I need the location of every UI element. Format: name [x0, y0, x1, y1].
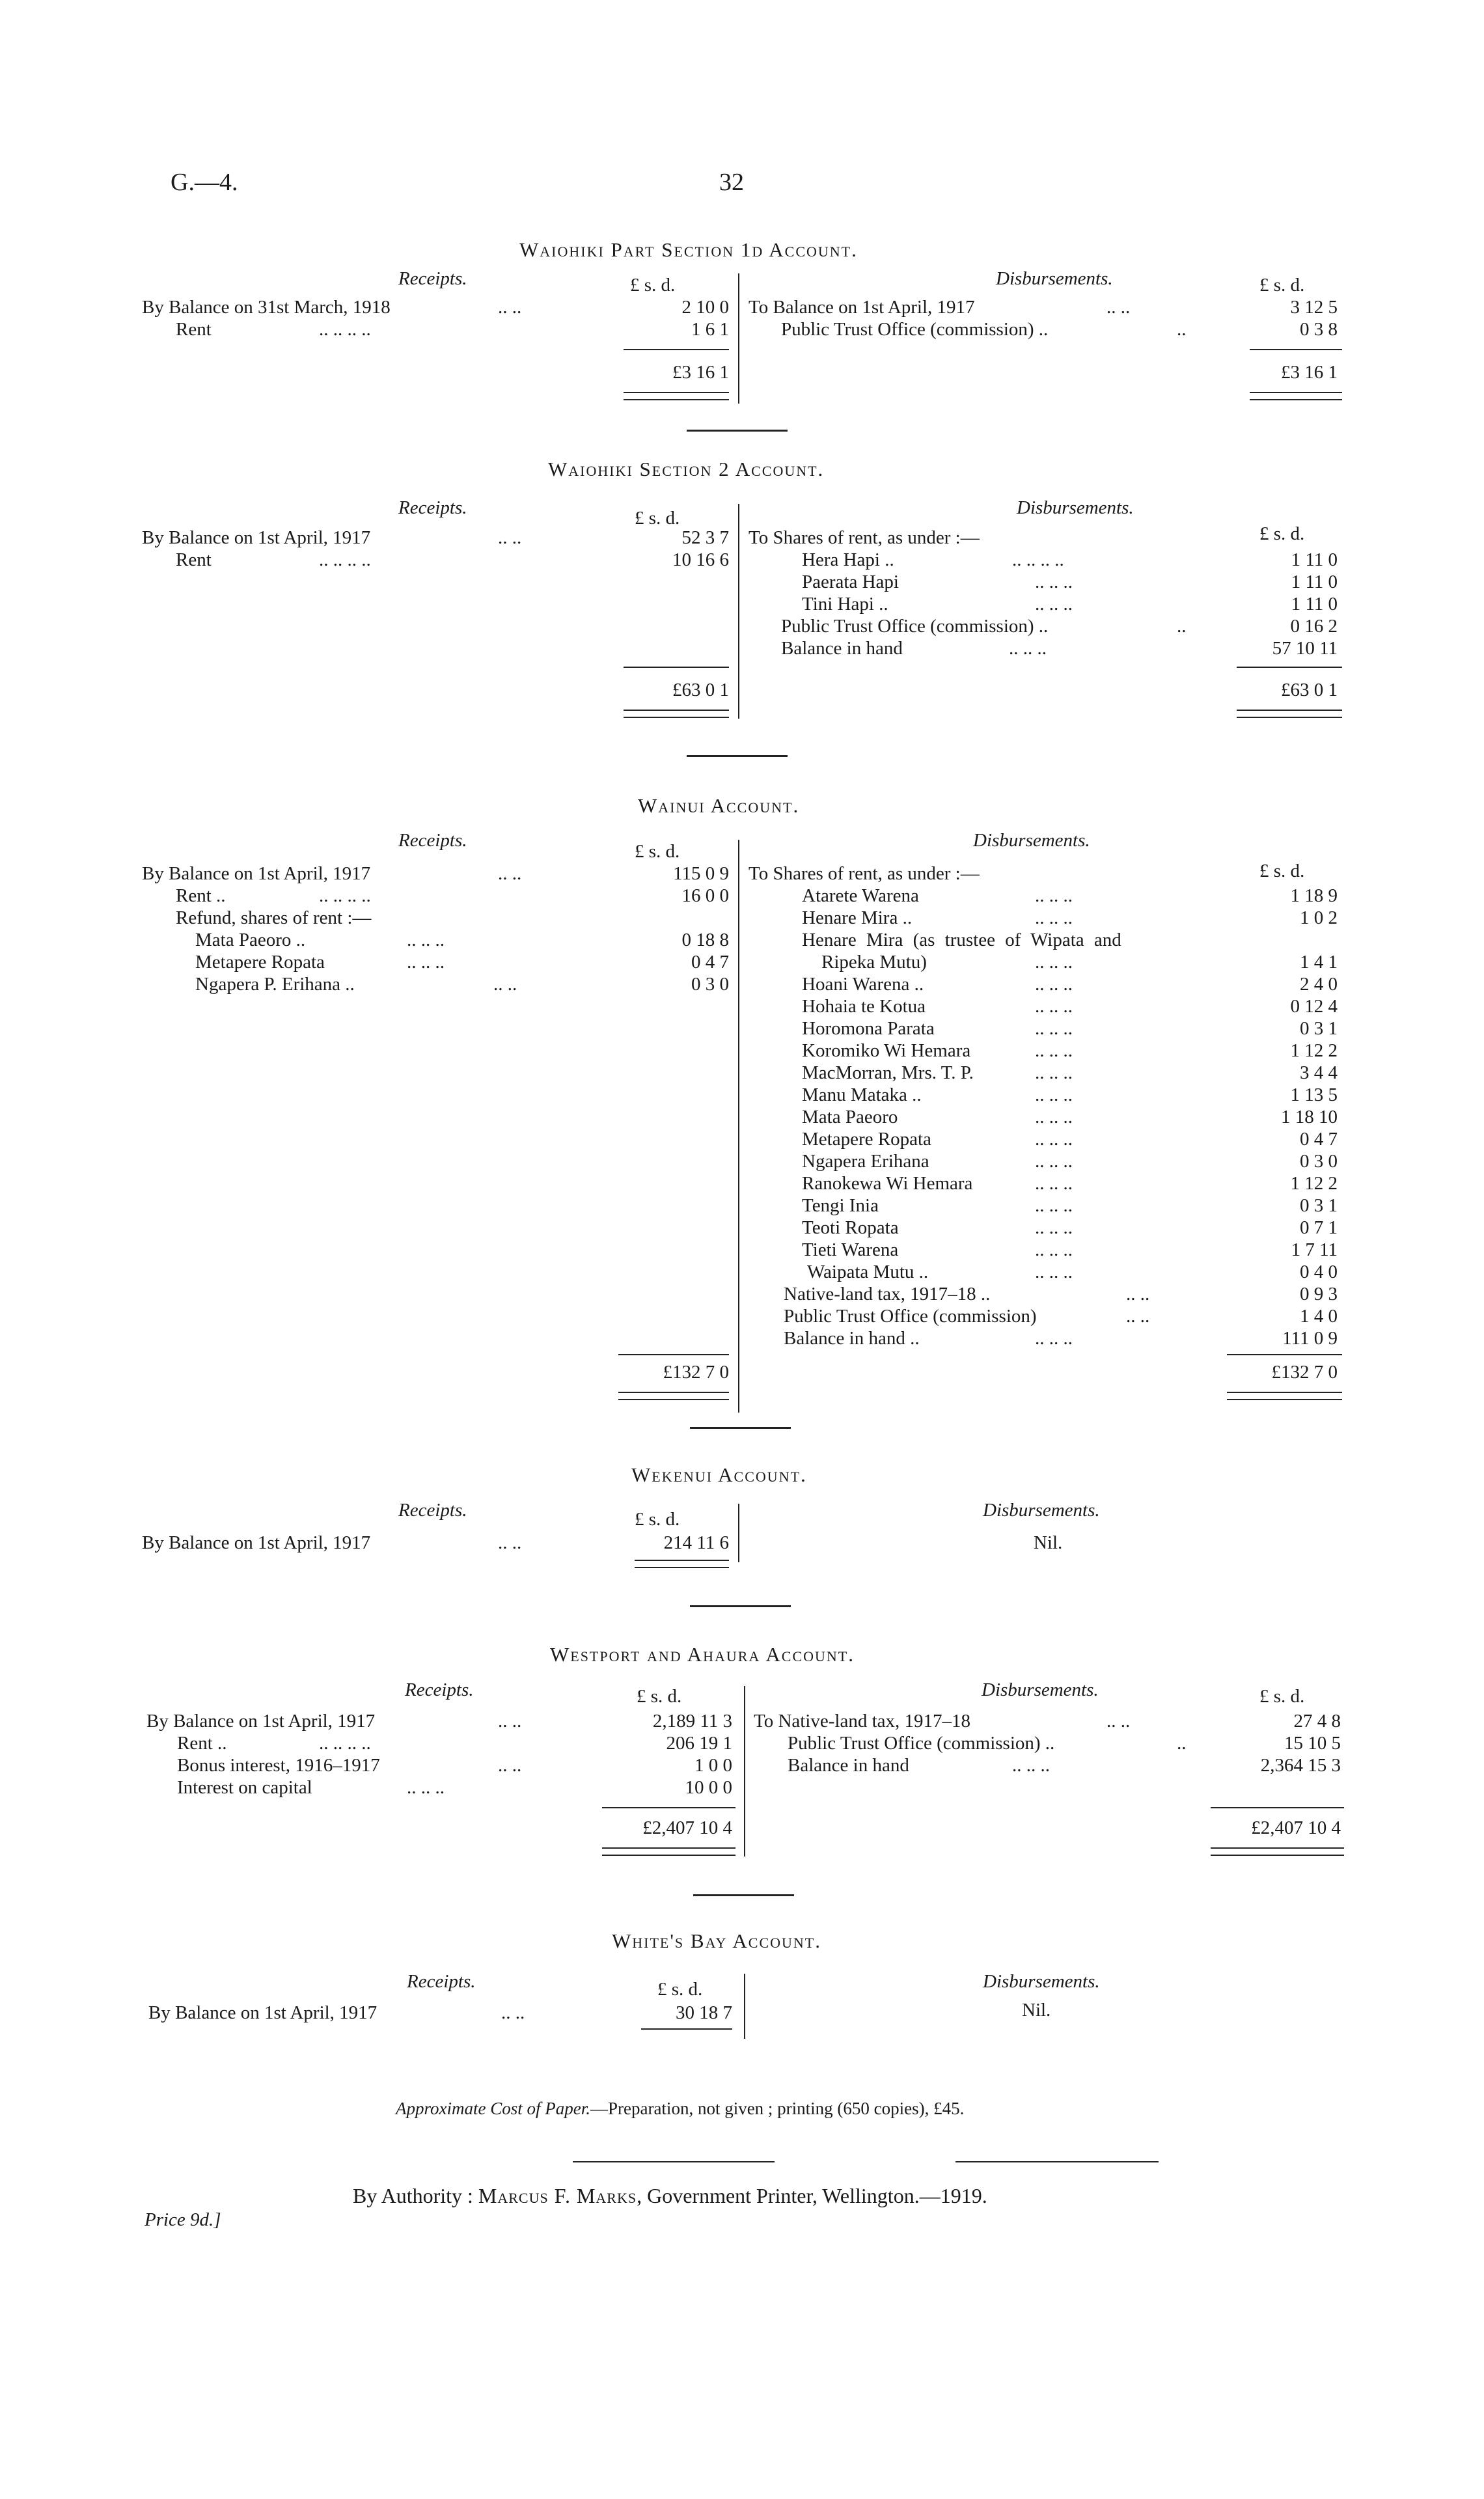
receipt-label: Interest on capital — [177, 1777, 312, 1798]
receipt-label: By Balance on 1st April, 1917 — [142, 527, 371, 548]
leader-dots: .. .. — [498, 1532, 522, 1553]
disbursement-label: Public Trust Office (commission) .. — [788, 1733, 1055, 1754]
disbursement-label: Metapere Ropata — [802, 1129, 931, 1150]
receipt-amount: 10 16 6 — [672, 549, 729, 570]
disbursement-label: Ngapera Erihana — [802, 1151, 929, 1172]
nil-text: Nil. — [1022, 2000, 1051, 2021]
disbursement-label: Teoti Ropata — [802, 1217, 899, 1238]
disbursement-amount: 1 18 9 — [1290, 885, 1338, 906]
nil-text: Nil. — [1034, 1532, 1063, 1553]
currency-header: £ s. d. — [635, 1509, 680, 1530]
receipt-amount: 0 18 8 — [681, 930, 729, 950]
disbursement-amount: 1 11 0 — [1291, 572, 1338, 592]
leader-dots: .. .. — [1106, 297, 1131, 318]
disbursement-label: Hera Hapi .. — [802, 549, 894, 570]
disbursement-amount: 1 4 1 — [1300, 952, 1338, 973]
account-title: Wekenui Account. — [631, 1463, 807, 1486]
disbursements-heading: Disbursements. — [983, 1500, 1100, 1521]
leader-dots: .. .. .. — [1035, 1107, 1073, 1127]
disbursement-label: Hohaia te Kotua — [802, 996, 926, 1017]
receipts-heading: Receipts. — [398, 1500, 467, 1521]
leader-dots: .. .. .. — [1035, 1040, 1073, 1061]
disbursement-amount: 0 7 1 — [1300, 1217, 1338, 1238]
total-double-rule — [618, 1392, 729, 1400]
disbursement-amount: 1 13 5 — [1290, 1084, 1338, 1105]
column-divider — [744, 1686, 745, 1857]
disbursement-label: To Native-land tax, 1917–18 — [754, 1711, 971, 1732]
authority-prefix: By Authority : — [353, 2184, 473, 2207]
leader-dots: .. .. .. — [1035, 1239, 1073, 1260]
receipt-label: By Balance on 1st April, 1917 — [146, 1711, 376, 1732]
disbursement-amount: 1 0 2 — [1300, 907, 1338, 928]
disbursement-label: Manu Mataka .. — [802, 1084, 922, 1105]
disbursement-label: Hoani Warena .. — [802, 974, 924, 995]
disbursement-amount: 1 18 10 — [1281, 1107, 1338, 1127]
receipt-amount: 206 19 1 — [666, 1733, 732, 1754]
receipts-total: £3 16 1 — [672, 362, 729, 383]
column-divider — [738, 840, 739, 1413]
total-double-rule — [602, 1847, 735, 1856]
page-number: 32 — [719, 169, 744, 196]
leader-dots: .. .. — [498, 297, 522, 318]
receipt-label: Refund, shares of rent :— — [176, 907, 372, 928]
receipt-amount: 30 18 7 — [676, 2002, 732, 2023]
disbursement-label: Balance in hand .. — [784, 1328, 920, 1349]
leader-dots: .. .. .. — [1012, 1755, 1050, 1776]
receipt-amount: 0 4 7 — [691, 952, 729, 973]
disbursements-total: £63 0 1 — [1281, 680, 1338, 700]
report-reference: G.—4. — [171, 169, 238, 196]
column-divider — [744, 1974, 745, 2039]
receipt-label: Rent .. — [177, 1733, 227, 1754]
leader-dots: .. .. .. — [1035, 996, 1073, 1017]
printer-name: Marcus F. Marks — [478, 2184, 637, 2207]
disbursements-heading: Disbursements. — [996, 268, 1113, 289]
section-separator — [687, 430, 788, 432]
disbursement-label: MacMorran, Mrs. T. P. — [802, 1062, 974, 1083]
leader-dots: .. .. .. — [1009, 638, 1047, 659]
disbursement-amount: 27 4 8 — [1293, 1711, 1341, 1732]
receipts-total: £2,407 10 4 — [642, 1817, 732, 1838]
leader-dots: .. .. .. — [1035, 1018, 1073, 1039]
total-double-rule — [624, 710, 729, 718]
receipt-label: By Balance on 1st April, 1917 — [142, 863, 371, 884]
column-divider — [738, 1504, 739, 1562]
leader-dots: .. .. — [493, 974, 517, 995]
leader-dots: .. .. — [1126, 1284, 1150, 1305]
leader-dots: .. .. .. — [1035, 885, 1073, 906]
authority-suffix: , Government Printer, Wellington.—1919. — [637, 2184, 987, 2207]
total-double-rule — [1237, 710, 1342, 718]
receipts-total: £132 7 0 — [663, 1362, 729, 1383]
leader-dots: .. .. .. — [1035, 1173, 1073, 1194]
total-double-rule — [1250, 392, 1342, 400]
currency-header: £ s. d. — [637, 1686, 682, 1707]
column-divider — [738, 273, 739, 404]
section-separator — [690, 1605, 791, 1607]
authority-rule — [955, 2161, 1159, 2162]
receipts-heading: Receipts. — [405, 1679, 474, 1700]
currency-header: £ s. d. — [1259, 1686, 1305, 1707]
leader-dots: .. .. .. — [1035, 907, 1073, 928]
account-title: Waiohiki Part Section 1d Account. — [519, 238, 858, 261]
receipt-amount: 52 3 7 — [681, 527, 729, 548]
leader-dots: .. — [1177, 616, 1187, 637]
disbursement-label: Ranokewa Wi Hemara — [802, 1173, 973, 1194]
disbursement-label: Tieti Warena — [802, 1239, 899, 1260]
receipt-label: Rent .. — [176, 885, 226, 906]
total-double-rule — [1227, 1392, 1342, 1400]
disbursement-amount: 0 3 0 — [1300, 1151, 1338, 1172]
disbursement-label: Public Trust Office (commission) — [784, 1306, 1037, 1327]
disbursement-label: Balance in hand — [781, 638, 903, 659]
disbursement-amount: 57 10 11 — [1272, 638, 1338, 659]
disbursement-intro: To Shares of rent, as under :— — [749, 863, 980, 884]
disbursement-label: Horomona Parata — [802, 1018, 935, 1039]
disbursement-label: Koromiko Wi Hemara — [802, 1040, 971, 1061]
currency-header: £ s. d. — [635, 841, 680, 862]
account-title: Westport and Ahaura Account. — [550, 1643, 855, 1666]
receipt-label: Rent — [176, 549, 212, 570]
account-title: White's Bay Account. — [612, 1929, 821, 1952]
currency-header: £ s. d. — [657, 1979, 703, 2000]
total-double-rule — [635, 1560, 729, 1568]
disbursement-amount: 3 12 5 — [1290, 297, 1338, 318]
cost-text: —Preparation, not given ; printing (650 copies), £45. — [590, 2099, 965, 2118]
receipts-heading: Receipts. — [407, 1971, 476, 1992]
total-double-rule — [624, 392, 729, 400]
disbursements-total: £3 16 1 — [1281, 362, 1338, 383]
leader-dots: .. .. .. — [1035, 1217, 1073, 1238]
disbursement-amount: 0 3 8 — [1300, 319, 1338, 340]
disbursement-amount: 1 12 2 — [1290, 1173, 1338, 1194]
cost-label: Approximate Cost of Paper. — [396, 2099, 590, 2118]
leader-dots: .. .. — [498, 1711, 522, 1732]
leader-dots: .. .. — [498, 1755, 522, 1776]
disbursement-amount: 0 3 1 — [1300, 1018, 1338, 1039]
disbursement-label: Ripeka Mutu) — [821, 952, 927, 973]
currency-header: £ s. d. — [1259, 861, 1305, 881]
receipt-label: By Balance on 31st March, 1918 — [142, 297, 391, 318]
disbursement-label: Public Trust Office (commission) .. — [781, 319, 1049, 340]
disbursement-label: Tengi Inia — [802, 1195, 879, 1216]
leader-dots: .. .. .. .. — [319, 319, 371, 340]
disbursements-heading: Disbursements. — [1017, 497, 1134, 518]
receipts-heading: Receipts. — [398, 497, 467, 518]
currency-header: £ s. d. — [1259, 523, 1305, 544]
subtotal-rule — [1250, 349, 1342, 350]
receipt-amount: 16 0 0 — [681, 885, 729, 906]
leader-dots: .. — [1177, 1733, 1187, 1754]
leader-dots: .. .. .. — [1035, 1151, 1073, 1172]
subtotal-rule — [624, 667, 729, 668]
leader-dots: .. .. — [1106, 1711, 1131, 1732]
disbursement-amount: 2 4 0 — [1300, 974, 1338, 995]
receipt-label: Bonus interest, 1916–1917 — [177, 1755, 380, 1776]
disbursement-label: Native-land tax, 1917–18 .. — [784, 1284, 991, 1305]
receipt-label: Rent — [176, 319, 212, 340]
leader-dots: .. .. .. — [1035, 1062, 1073, 1083]
disbursement-label: Henare Mira (as trustee of Wipata and — [802, 930, 1121, 950]
disbursement-amount: 2,364 15 3 — [1260, 1755, 1341, 1776]
disbursements-total: £2,407 10 4 — [1251, 1817, 1341, 1838]
disbursement-amount: 0 4 0 — [1300, 1262, 1338, 1282]
disbursement-label: Balance in hand — [788, 1755, 909, 1776]
disbursement-amount: 15 10 5 — [1284, 1733, 1341, 1754]
subtotal-rule — [1227, 1354, 1342, 1355]
disbursement-label: Waipata Mutu .. — [807, 1262, 929, 1282]
receipts-heading: Receipts. — [398, 268, 467, 289]
disbursement-label: Mata Paeoro — [802, 1107, 898, 1127]
leader-dots: .. .. .. .. — [319, 549, 371, 570]
receipt-amount: 115 0 9 — [673, 863, 729, 884]
account-title: Wainui Account. — [638, 794, 800, 817]
receipt-label: By Balance on 1st April, 1917 — [142, 1532, 371, 1553]
disbursement-amount: 0 9 3 — [1300, 1284, 1338, 1305]
disbursement-label: Atarete Warena — [802, 885, 919, 906]
leader-dots: .. .. .. — [1035, 974, 1073, 995]
receipt-label: Mata Paeoro .. — [195, 930, 306, 950]
leader-dots: .. — [1177, 319, 1187, 340]
leader-dots: .. .. — [498, 527, 522, 548]
currency-header: £ s. d. — [630, 275, 676, 296]
disbursement-label: Henare Mira .. — [802, 907, 913, 928]
section-separator — [687, 755, 788, 757]
leader-dots: .. .. — [1126, 1306, 1150, 1327]
receipt-amount: 0 3 0 — [691, 974, 729, 995]
subtotal-rule — [618, 1354, 729, 1355]
total-double-rule — [1211, 1847, 1344, 1856]
section-separator — [690, 1427, 791, 1429]
leader-dots: .. .. .. — [1035, 1084, 1073, 1105]
subtotal-rule — [624, 349, 729, 350]
disbursement-label: Paerata Hapi — [802, 572, 899, 592]
disbursement-amount: 1 11 0 — [1291, 594, 1338, 614]
disbursement-label: To Balance on 1st April, 1917 — [749, 297, 975, 318]
leader-dots: .. .. — [501, 2002, 525, 2023]
disbursements-heading: Disbursements. — [982, 1679, 1099, 1700]
disbursement-amount: 1 11 0 — [1291, 549, 1338, 570]
disbursement-amount: 0 4 7 — [1300, 1129, 1338, 1150]
leader-dots: .. .. .. — [1035, 1262, 1073, 1282]
leader-dots: .. .. .. — [1035, 952, 1073, 973]
disbursement-label: Tini Hapi .. — [802, 594, 888, 614]
disbursements-heading: Disbursements. — [983, 1971, 1100, 1992]
disbursement-amount: 3 4 4 — [1300, 1062, 1338, 1083]
receipt-label: By Balance on 1st April, 1917 — [148, 2002, 378, 2023]
disbursement-amount: 1 4 0 — [1300, 1306, 1338, 1327]
section-separator — [693, 1894, 794, 1896]
authority-rule — [573, 2161, 775, 2162]
leader-dots: .. .. .. — [1035, 1129, 1073, 1150]
leader-dots: .. .. .. .. — [319, 1733, 371, 1754]
imprint — [353, 2184, 987, 2208]
leader-dots: .. .. .. .. — [319, 885, 371, 906]
receipt-amount: 1 0 0 — [694, 1755, 732, 1776]
receipts-total: £63 0 1 — [672, 680, 729, 700]
cost-of-paper — [396, 2099, 964, 2119]
receipt-amount: 2,189 11 3 — [652, 1711, 732, 1732]
receipt-label: Ngapera P. Erihana .. — [195, 974, 355, 995]
disbursements-total: £132 7 0 — [1271, 1362, 1338, 1383]
account-title: Waiohiki Section 2 Account. — [548, 458, 825, 480]
disbursement-label: Public Trust Office (commission) .. — [781, 616, 1049, 637]
leader-dots: .. .. .. — [407, 952, 445, 973]
currency-header: £ s. d. — [1259, 275, 1305, 296]
subtotal-rule — [602, 1807, 735, 1808]
subtotal-rule — [641, 2028, 732, 2030]
receipt-amount: 2 10 0 — [681, 297, 729, 318]
leader-dots: .. .. — [498, 863, 522, 884]
leader-dots: .. .. .. — [1035, 1195, 1073, 1216]
disbursement-amount: 0 16 2 — [1290, 616, 1338, 637]
price: Price 9d.] — [144, 2209, 221, 2230]
disbursement-amount: 0 3 1 — [1300, 1195, 1338, 1216]
receipt-amount: 1 6 1 — [691, 319, 729, 340]
disbursement-amount: 0 12 4 — [1290, 996, 1338, 1017]
column-divider — [738, 504, 739, 719]
disbursement-intro: To Shares of rent, as under :— — [749, 527, 980, 548]
leader-dots: .. .. .. — [407, 1777, 445, 1798]
leader-dots: .. .. .. — [407, 930, 445, 950]
subtotal-rule — [1211, 1807, 1344, 1808]
leader-dots: .. .. .. .. — [1012, 549, 1064, 570]
subtotal-rule — [1237, 667, 1342, 668]
disbursements-heading: Disbursements. — [973, 830, 1090, 851]
disbursement-amount: 1 12 2 — [1290, 1040, 1338, 1061]
disbursement-amount: 1 7 11 — [1291, 1239, 1338, 1260]
receipt-amount: 214 11 6 — [663, 1532, 729, 1553]
leader-dots: .. .. .. — [1035, 594, 1073, 614]
disbursement-amount: 111 0 9 — [1282, 1328, 1338, 1349]
receipt-label: Metapere Ropata — [195, 952, 325, 973]
currency-header: £ s. d. — [635, 508, 680, 529]
leader-dots: .. .. .. — [1035, 572, 1073, 592]
receipts-heading: Receipts. — [398, 830, 467, 851]
receipt-amount: 10 0 0 — [685, 1777, 732, 1798]
leader-dots: .. .. .. — [1035, 1328, 1073, 1349]
